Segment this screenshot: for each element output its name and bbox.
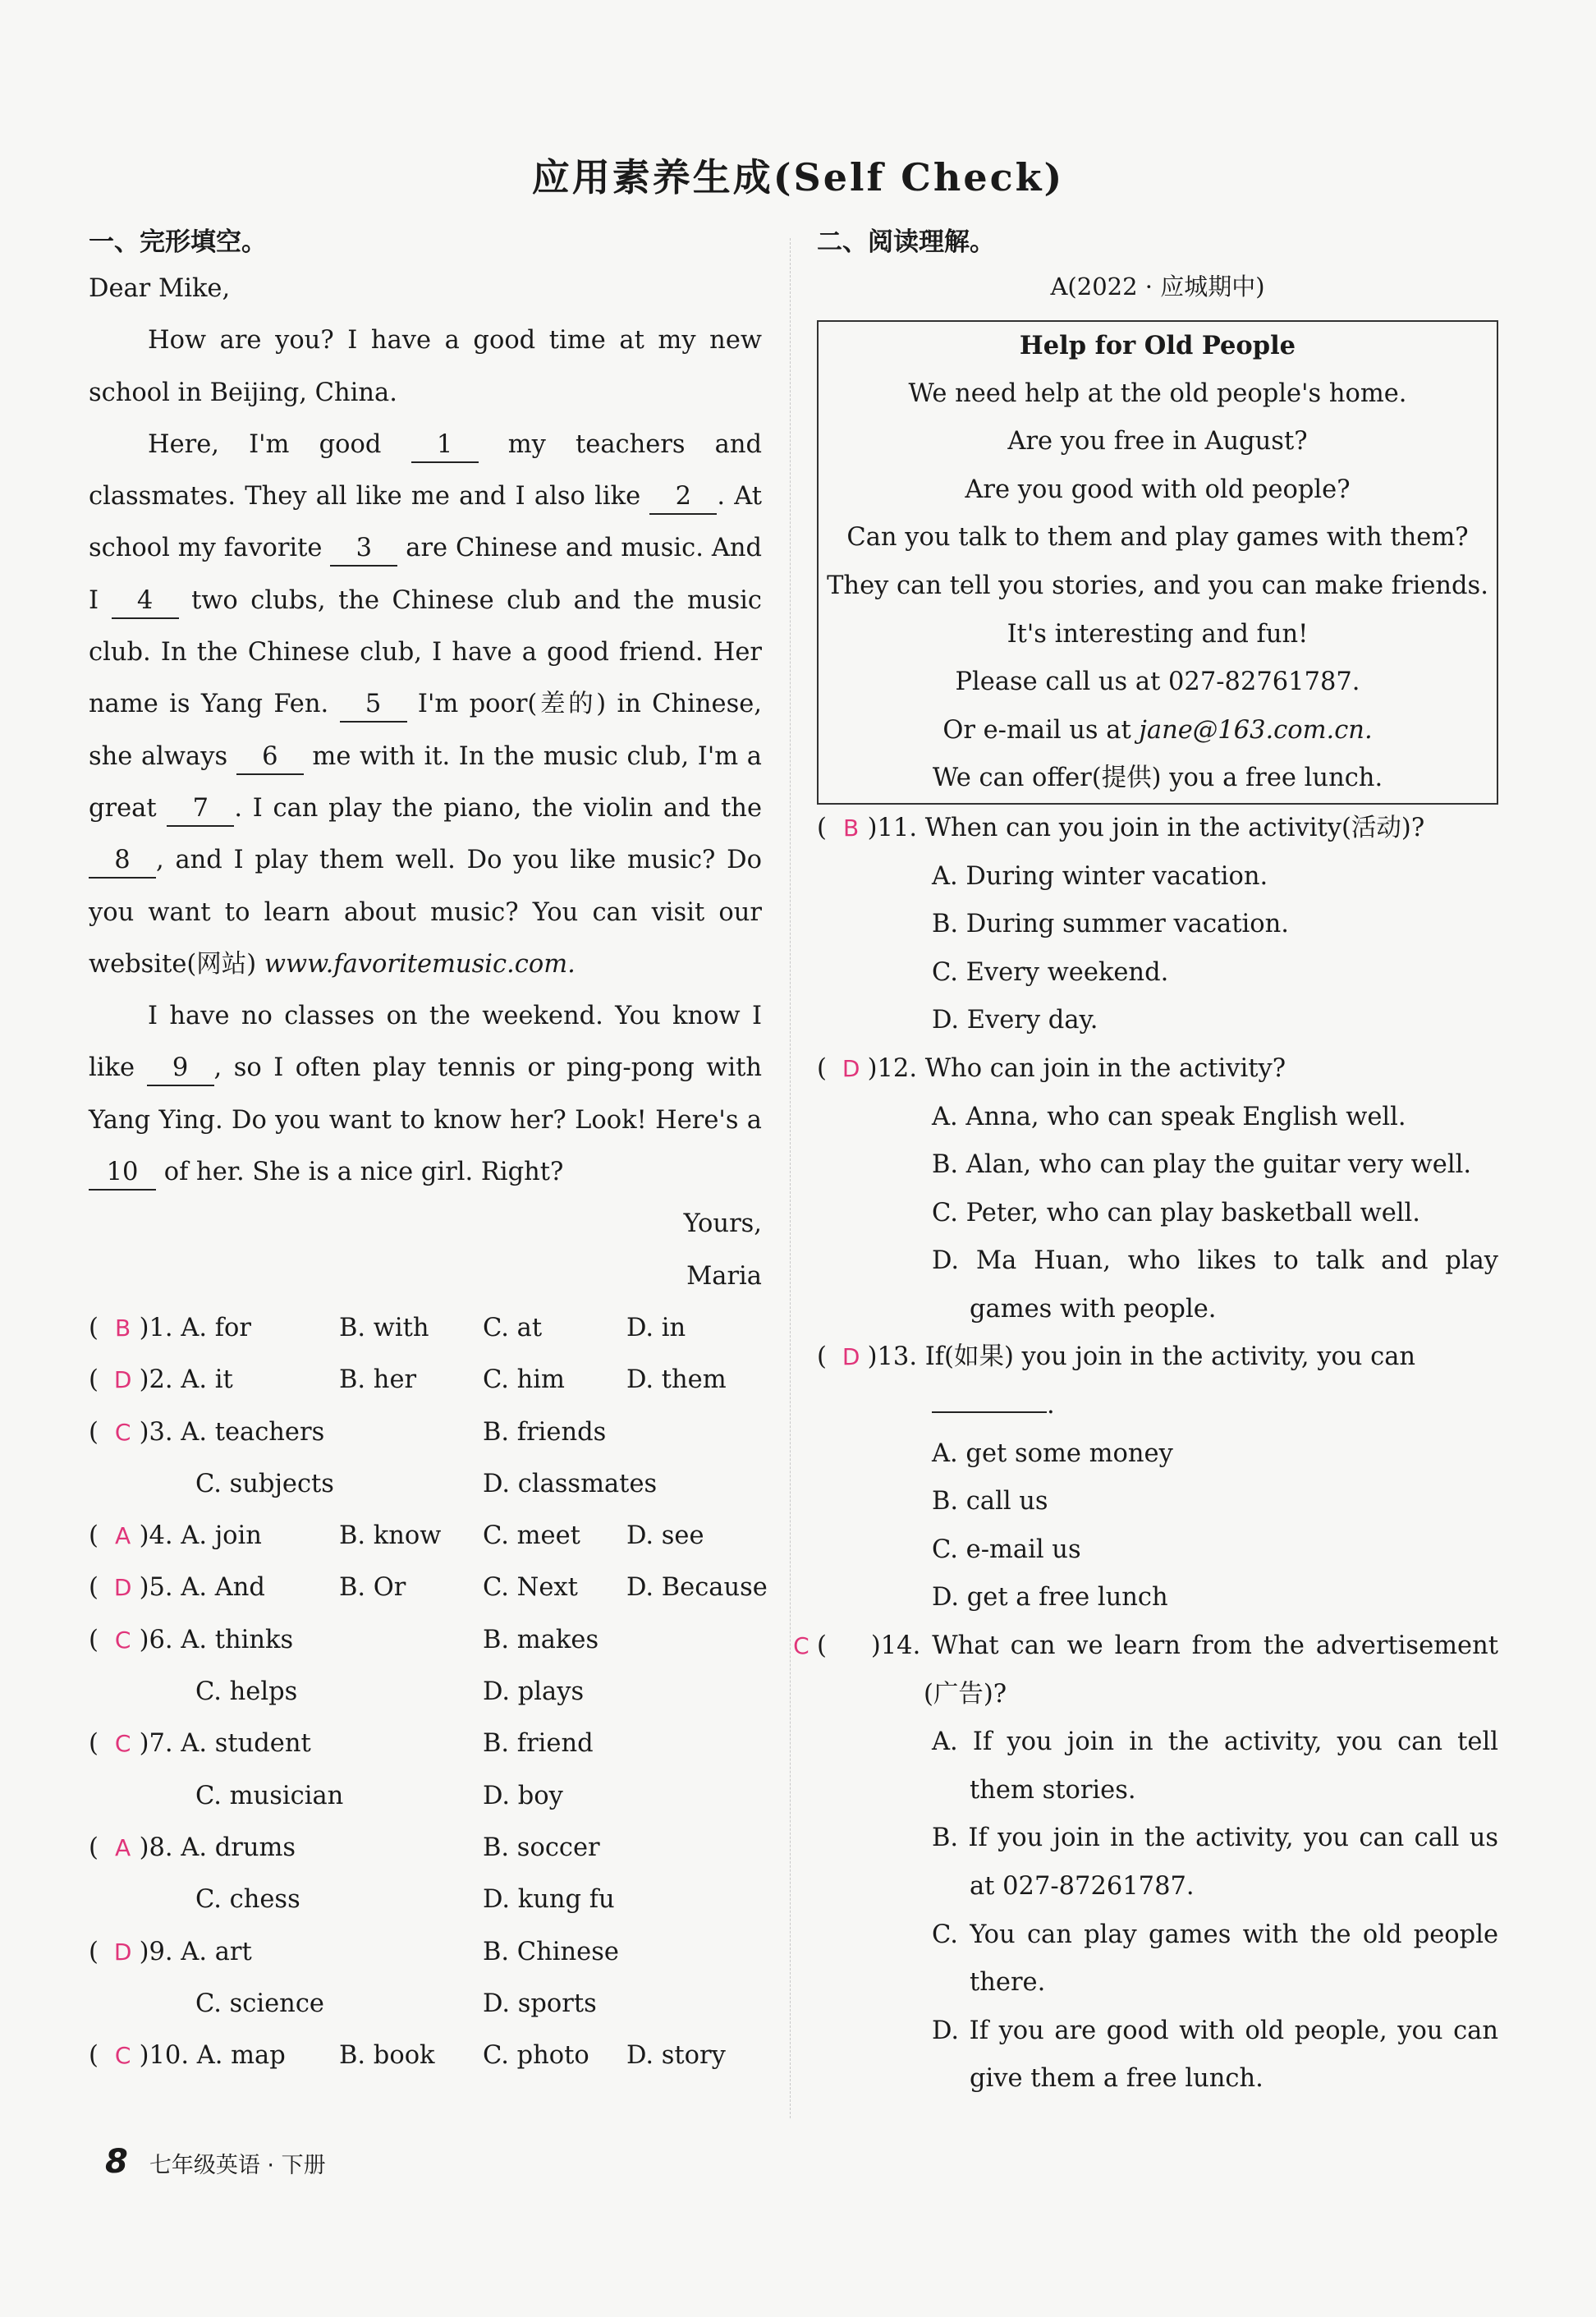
- option: C. Peter, who can play basketball well.: [932, 1198, 1420, 1227]
- answer-mark: D: [842, 1054, 860, 1082]
- blank-8[interactable]: 8: [89, 844, 156, 879]
- option: D. get a free lunch: [932, 1583, 1168, 1613]
- book-title: 七年级英语 · 下册: [149, 2153, 326, 2178]
- option: B. During summer vacation.: [932, 910, 1289, 939]
- ad-email: jane@163.com.cn.: [1139, 715, 1373, 745]
- option: A. If you join in the activity, you can tell them stories.: [932, 1727, 1498, 1805]
- answer-mark: C: [114, 2042, 131, 2070]
- blank-6[interactable]: 6: [236, 741, 304, 775]
- answer-mark: D: [113, 1574, 132, 1602]
- option: A. get some money: [932, 1438, 1173, 1468]
- cloze-question-3: ( C )3. A. teachers B. friends: [89, 1406, 762, 1458]
- cloze-question-7-line2: C. musician D. boy: [195, 1781, 563, 1810]
- cloze-question-5: ( D )5. A. And B. Or C. Next D. Because: [89, 1562, 762, 1613]
- cloze-question-8-line2: C. chess D. kung fu: [195, 1885, 615, 1915]
- ad-line: We need help at the old people's home.: [908, 379, 1407, 408]
- answer-mark: C: [114, 1626, 131, 1654]
- option: B. Alan, who can play the guitar very well.: [932, 1150, 1472, 1180]
- blank-7[interactable]: 7: [167, 792, 234, 827]
- page-title: 应用素养生成(Self Check): [531, 155, 1065, 200]
- reading-question-11: ( B )11. When can you join in the activity(活动)?: [817, 805, 1498, 853]
- ad-line: Are you good with old people?: [965, 475, 1351, 504]
- cloze-question-7: ( C )7. A. student B. friend: [89, 1718, 762, 1769]
- answer-mark: B: [843, 814, 860, 842]
- ad-line: They can tell you stories, and you can make friends.: [827, 571, 1488, 600]
- answer-mark: D: [842, 1343, 860, 1371]
- letter-signature: Maria: [686, 1261, 762, 1291]
- option: C. Every weekend.: [932, 957, 1169, 987]
- cloze-heading: 一、完形填空。: [89, 227, 267, 257]
- cloze-question-6: ( C )6. A. thinks B. makes: [89, 1614, 762, 1666]
- answer-mark: A: [115, 1833, 131, 1861]
- answer-mark: D: [113, 1938, 132, 1966]
- cloze-question-2: ( D )2. A. it B. her C. him D. them: [89, 1354, 762, 1406]
- letter-greeting: Dear Mike,: [89, 274, 231, 303]
- option: A. Anna, who can speak English well.: [932, 1102, 1406, 1131]
- option: C. You can play games with the old people there.: [932, 1920, 1498, 1998]
- answer-mark: B: [115, 1314, 131, 1342]
- website-url: www.favoritemusic.com.: [264, 949, 576, 979]
- cloze-question-9: ( D )9. A. art B. Chinese: [89, 1926, 762, 1978]
- column-divider: [790, 238, 791, 2118]
- ad-line: It's interesting and fun!: [1007, 619, 1309, 649]
- answer-line: .: [817, 1382, 1498, 1430]
- blank-3[interactable]: 3: [330, 532, 397, 567]
- option: B. call us: [932, 1487, 1048, 1516]
- answer-mark: C: [114, 1730, 131, 1758]
- option: D. Every day.: [932, 1006, 1098, 1035]
- blank-2[interactable]: 2: [649, 480, 717, 515]
- answer-mark: D: [113, 1366, 132, 1394]
- page-number: 8: [105, 2143, 128, 2181]
- letter-paragraph-3: I have no classes on the weekend. You know I like 9 , so I often play tennis or ping-pong with Yang Ying. Do you want to know her? Look! Here's a 10 of her. She is a nice girl. Right?: [89, 990, 762, 1198]
- cloze-question-6-line2: C. helps D. plays: [195, 1677, 585, 1707]
- cloze-section: [89, 222, 768, 2081]
- blank-10[interactable]: 10: [89, 1156, 156, 1191]
- letter-paragraph-2: Here, I'm good 1 my teachers and classmates. They all like me and I also like 2 . At school my favorite 3 are Chinese and music. And I 4 two clubs, the Chinese club and the music club. In the Chinese club, I have a good friend. Her name is Yang Fen. 5 I'm poor(差的) in Chinese, she always 6 me with it. In the music club, I'm a great 7 . I can play the piano, the violin and the 8 , and I play them well. Do you like music? Do you want to learn about music? You can visit our website(网站) www.favoritemusic.com.: [89, 429, 763, 979]
- ad-line: Are you free in August?: [1007, 427, 1308, 457]
- ad-line: Please call us at 027-82761787.: [955, 668, 1360, 697]
- cloze-question-9-line2: C. science D. sports: [195, 1989, 597, 2018]
- advertisement-title: Help for Old People: [1019, 331, 1296, 360]
- option: A. During winter vacation.: [932, 861, 1268, 891]
- option: B. If you join in the activity, you can call us at 027-87261787.: [932, 1824, 1498, 1901]
- blank-5[interactable]: 5: [340, 688, 407, 723]
- blank-4[interactable]: 4: [112, 585, 179, 619]
- page-footer: [105, 2143, 326, 2181]
- cloze-question-1: ( B )1. A. for B. with C. at D. in: [89, 1302, 762, 1354]
- reading-question-13: ( D )13. If(如果) you join in the activity, you can: [817, 1333, 1498, 1382]
- cloze-question-10: ( C )10. A. map B. book C. photo D. story: [89, 2030, 762, 2081]
- answer-mark: C: [114, 1418, 131, 1446]
- ad-line: Can you talk to them and play games with them?: [846, 523, 1469, 553]
- letter-paragraph-1: How are you? I have a good time at my new school in Beijing, China.: [89, 326, 762, 407]
- option: D. If you are good with old people, you can give them a free lunch.: [932, 2016, 1498, 2094]
- cloze-question-4: ( A )4. A. join B. know C. meet D. see: [89, 1510, 762, 1562]
- ad-email-line: Or e-mail us at jane@163.com.cn.: [942, 715, 1373, 745]
- reading-heading: 二、阅读理解。: [817, 227, 995, 257]
- blank-9[interactable]: 9: [147, 1052, 214, 1086]
- ad-line: We can offer(提供) you a free lunch.: [932, 764, 1383, 793]
- blank-1[interactable]: 1: [411, 429, 479, 463]
- option: C. e-mail us: [932, 1535, 1081, 1564]
- letter-closing: Yours,: [683, 1209, 762, 1239]
- answer-mark: C: [793, 1632, 809, 1660]
- reading-question-14: ( C )14. What can we learn from the advertisement (广告)?: [817, 1622, 1498, 1718]
- advertisement-box: [817, 320, 1498, 805]
- cloze-question-3-line2: C. subjects D. classmates: [195, 1469, 658, 1498]
- reading-section: [793, 222, 1498, 2104]
- answer-mark: A: [115, 1522, 131, 1550]
- reading-question-12: ( D )12. Who can join in the activity?: [817, 1045, 1498, 1094]
- reading-subheading: A(2022 · 应城期中): [1050, 273, 1265, 301]
- option: D. Ma Huan, who likes to talk and play games with people.: [932, 1246, 1498, 1324]
- cloze-question-8: ( A )8. A. drums B. soccer: [89, 1822, 762, 1874]
